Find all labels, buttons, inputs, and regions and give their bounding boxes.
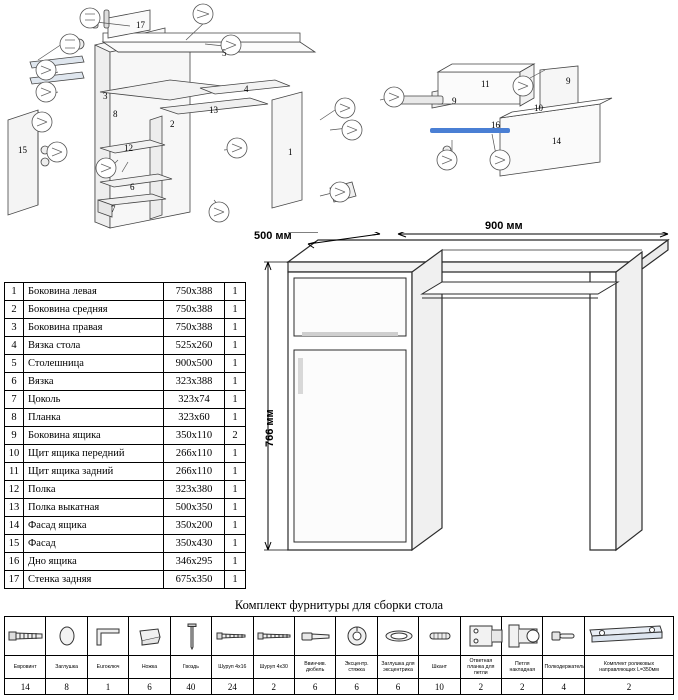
part-number: 2 bbox=[5, 301, 24, 319]
part-size: 346х295 bbox=[164, 553, 225, 571]
part-name: Вязка стола bbox=[24, 337, 164, 355]
part-number: 1 bbox=[5, 283, 24, 301]
label-15: 15 bbox=[18, 145, 27, 155]
part-name: Щит ящика задний bbox=[24, 463, 164, 481]
part-qty: 1 bbox=[225, 373, 246, 391]
hardware-qty: 6 bbox=[294, 679, 335, 695]
eccentric-cap-icon bbox=[377, 617, 418, 656]
label-12: 12 bbox=[124, 143, 133, 153]
part-size: 900х500 bbox=[164, 355, 225, 373]
part-number: 14 bbox=[5, 517, 24, 535]
hardware-kit-table bbox=[4, 616, 674, 695]
dimension-depth: 500 мм bbox=[254, 230, 292, 242]
part-number: 5 bbox=[5, 355, 24, 373]
part-qty: 1 bbox=[225, 337, 246, 355]
allen-key-icon bbox=[87, 617, 128, 656]
hardware-name: Шкант bbox=[419, 656, 460, 679]
part-qty: 1 bbox=[225, 409, 246, 427]
foot-icon bbox=[129, 617, 170, 656]
table-row bbox=[5, 553, 246, 571]
table-row bbox=[5, 409, 246, 427]
part-name: Щит ящика передний bbox=[24, 445, 164, 463]
label-14: 14 bbox=[552, 136, 561, 146]
hardware-name: Euroключ bbox=[87, 656, 128, 679]
part-name: Полка bbox=[24, 481, 164, 499]
dowel-icon bbox=[294, 617, 335, 656]
table-row bbox=[5, 499, 246, 517]
part-size: 323х380 bbox=[164, 481, 225, 499]
hardware-name: Петля накладная bbox=[502, 656, 543, 679]
part-size: 323х74 bbox=[164, 391, 225, 409]
label-5: 5 bbox=[222, 48, 227, 58]
part-name: Полка выкатная bbox=[24, 499, 164, 517]
part-qty: 2 bbox=[225, 427, 246, 445]
hardware-qty: 40 bbox=[170, 679, 211, 695]
part-size: 675х350 bbox=[164, 571, 225, 589]
part-name: Боковина левая bbox=[24, 283, 164, 301]
label-2: 2 bbox=[170, 119, 175, 129]
part-name: Стенка задняя bbox=[24, 571, 164, 589]
desk-drawing-svg bbox=[250, 232, 678, 572]
label-16: 16 bbox=[491, 120, 500, 130]
part-name: Цоколь bbox=[24, 391, 164, 409]
hardware-name: Ответная планка для петли bbox=[460, 656, 501, 679]
part-qty: 1 bbox=[225, 355, 246, 373]
part-name: Фасад ящика bbox=[24, 517, 164, 535]
hardware-qty: 2 bbox=[253, 679, 294, 695]
part-number: 10 bbox=[5, 445, 24, 463]
table-row bbox=[5, 535, 246, 553]
part-number: 16 bbox=[5, 553, 24, 571]
part-size: 323х60 bbox=[164, 409, 225, 427]
part-qty: 1 bbox=[225, 481, 246, 499]
hardware-qty: 6 bbox=[377, 679, 418, 695]
hardware-name: Ввинчив. дюбель bbox=[294, 656, 335, 679]
hardware-qty: 10 bbox=[419, 679, 460, 695]
hardware-qty: 2 bbox=[502, 679, 543, 695]
part-qty: 1 bbox=[225, 499, 246, 517]
part-number: 11 bbox=[5, 463, 24, 481]
cap-icon bbox=[46, 617, 87, 656]
label-10: 10 bbox=[534, 103, 543, 113]
label-7: 7 bbox=[111, 204, 116, 214]
part-size: 266х110 bbox=[164, 445, 225, 463]
eccentric-icon bbox=[336, 617, 377, 656]
label-11: 11 bbox=[481, 79, 490, 89]
part-name: Дно ящика bbox=[24, 553, 164, 571]
hardware-name: Заглушка bbox=[46, 656, 87, 679]
part-qty: 1 bbox=[225, 463, 246, 481]
hardware-qty: 14 bbox=[5, 679, 46, 695]
part-name: Планка bbox=[24, 409, 164, 427]
parts-table bbox=[4, 282, 246, 589]
label-6: 6 bbox=[130, 182, 135, 192]
part-qty: 1 bbox=[225, 301, 246, 319]
screw-4x30-icon bbox=[253, 617, 294, 656]
part-size: 750х388 bbox=[164, 283, 225, 301]
part-qty: 1 bbox=[225, 553, 246, 571]
table-row bbox=[5, 283, 246, 301]
part-qty: 1 bbox=[225, 517, 246, 535]
part-number: 8 bbox=[5, 409, 24, 427]
nail-icon bbox=[170, 617, 211, 656]
part-size: 266х110 bbox=[164, 463, 225, 481]
part-name: Столешница bbox=[24, 355, 164, 373]
part-number: 6 bbox=[5, 373, 24, 391]
label-1: 1 bbox=[288, 147, 293, 157]
table-row bbox=[5, 427, 246, 445]
table-row bbox=[5, 481, 246, 499]
part-number: 12 bbox=[5, 481, 24, 499]
hardware-qty: 2 bbox=[460, 679, 501, 695]
table-row bbox=[5, 571, 246, 589]
hinge-icon bbox=[502, 617, 543, 656]
edge-strip-icon bbox=[419, 617, 460, 656]
part-number: 7 bbox=[5, 391, 24, 409]
part-number: 13 bbox=[5, 499, 24, 517]
hardware-name: Евровинт bbox=[5, 656, 46, 679]
hardware-name: Ножка bbox=[129, 656, 170, 679]
hardware-kit-title: Комплект фурнитуры для сборки стола bbox=[234, 598, 444, 612]
hardware-qty: 8 bbox=[46, 679, 87, 695]
part-name: Боковина правая bbox=[24, 319, 164, 337]
table-row bbox=[5, 337, 246, 355]
part-qty: 1 bbox=[225, 391, 246, 409]
table-row bbox=[5, 355, 246, 373]
part-size: 750х388 bbox=[164, 301, 225, 319]
dimension-height: 766 мм bbox=[264, 409, 276, 447]
part-qty: 1 bbox=[225, 571, 246, 589]
hardware-name: Гвоздь bbox=[170, 656, 211, 679]
table-row bbox=[5, 517, 246, 535]
desk-drawing bbox=[250, 220, 678, 572]
table-row bbox=[5, 301, 246, 319]
hardware-name: Шуруп 4х30 bbox=[253, 656, 294, 679]
part-number: 17 bbox=[5, 571, 24, 589]
table-row bbox=[5, 391, 246, 409]
hardware-qty: 1 bbox=[87, 679, 128, 695]
hardware-qty: 2 bbox=[585, 679, 674, 695]
part-name: Фасад bbox=[24, 535, 164, 553]
hardware-name: Комплект роликовых направляющих L=350мм bbox=[585, 656, 674, 679]
label-8: 8 bbox=[113, 109, 118, 119]
hardware-name: Эксцентр. стяжка bbox=[336, 656, 377, 679]
hardware-qty: 6 bbox=[129, 679, 170, 695]
hinge-plate-icon bbox=[460, 617, 501, 656]
hardware-name: Шуруп 4х16 bbox=[212, 656, 253, 679]
part-name: Вязка bbox=[24, 373, 164, 391]
slide-rail-icon bbox=[585, 617, 674, 656]
part-qty: 1 bbox=[225, 445, 246, 463]
label-4: 4 bbox=[244, 84, 249, 94]
part-size: 350х110 bbox=[164, 427, 225, 445]
label-13: 13 bbox=[209, 105, 218, 115]
label-9a: 9 bbox=[452, 96, 457, 106]
screw-euro-icon bbox=[5, 617, 46, 656]
table-row bbox=[5, 463, 246, 481]
part-size: 525х260 bbox=[164, 337, 225, 355]
table-row bbox=[5, 319, 246, 337]
part-number: 4 bbox=[5, 337, 24, 355]
table-row bbox=[5, 445, 246, 463]
hardware-name: Полкодержатель bbox=[543, 656, 585, 679]
handle-icon bbox=[543, 617, 585, 656]
label-17: 17 bbox=[136, 20, 145, 30]
part-number: 9 bbox=[5, 427, 24, 445]
part-number: 15 bbox=[5, 535, 24, 553]
part-size: 323х388 bbox=[164, 373, 225, 391]
part-name: Боковина средняя bbox=[24, 301, 164, 319]
dimension-width: 900 мм bbox=[485, 220, 523, 232]
part-name: Боковина ящика bbox=[24, 427, 164, 445]
hardware-qty: 6 bbox=[336, 679, 377, 695]
screw-4x16-icon bbox=[212, 617, 253, 656]
part-qty: 1 bbox=[225, 283, 246, 301]
part-qty: 1 bbox=[225, 319, 246, 337]
table-row bbox=[5, 373, 246, 391]
part-number: 3 bbox=[5, 319, 24, 337]
part-size: 750х388 bbox=[164, 319, 225, 337]
part-size: 500х350 bbox=[164, 499, 225, 517]
part-qty: 1 bbox=[225, 535, 246, 553]
hardware-qty: 24 bbox=[212, 679, 253, 695]
hardware-name: Заглушка для эксцентрика bbox=[377, 656, 418, 679]
exploded-view-diagram bbox=[0, 0, 678, 232]
hardware-qty: 4 bbox=[543, 679, 585, 695]
label-3: 3 bbox=[103, 91, 108, 101]
label-9b: 9 bbox=[566, 76, 571, 86]
part-size: 350х200 bbox=[164, 517, 225, 535]
part-size: 350х430 bbox=[164, 535, 225, 553]
exploded-view-svg bbox=[0, 0, 678, 232]
